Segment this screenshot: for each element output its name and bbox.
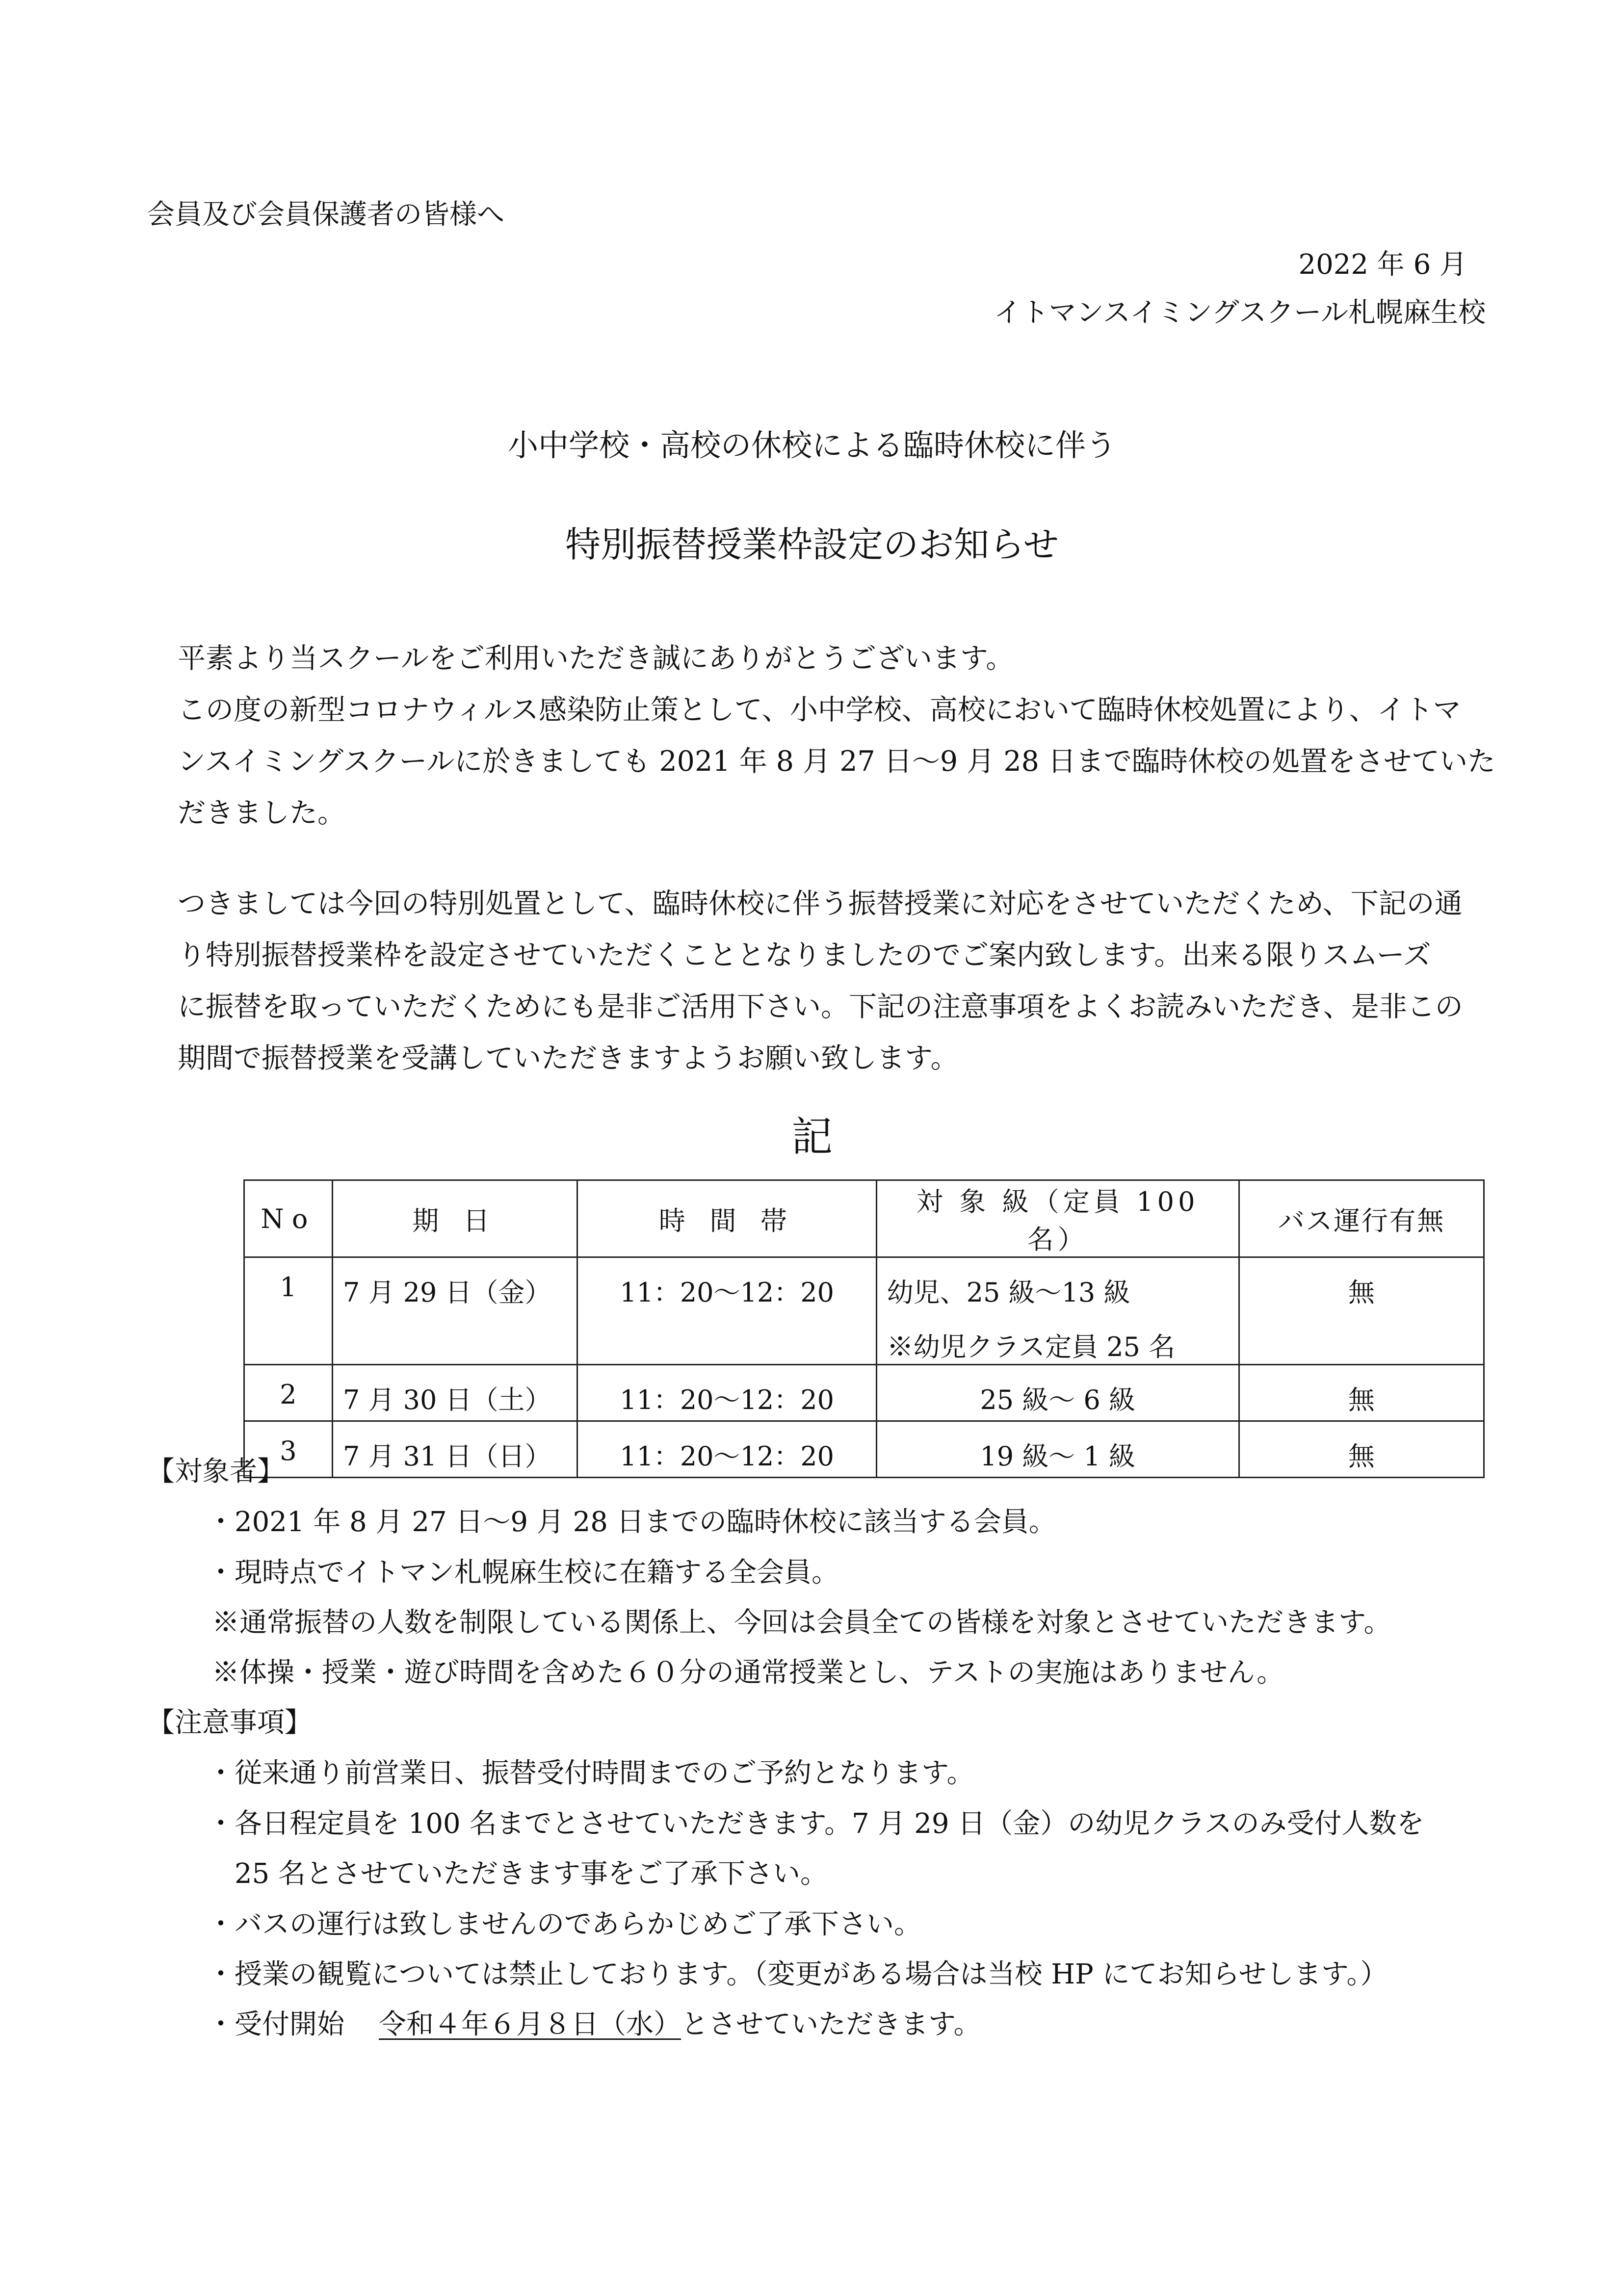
paragraph-line: ンスイミングスクールに於きましても 2021 年 8 月 27 日〜9 月 28 日まで臨時休校の処置をさせていた xyxy=(178,745,1496,778)
intro-paragraph xyxy=(178,633,1496,839)
section-heading-target: 【対象者】 xyxy=(147,1456,285,1487)
paragraph-line: 期間で振替授業を受講していただきますようお願い致します。 xyxy=(178,1042,959,1074)
cell-date: 7 月 31 日（日） xyxy=(332,1421,577,1478)
details-paragraph xyxy=(178,878,1485,1084)
cell-time: 11：20〜12：20 xyxy=(577,1421,876,1478)
paragraph-line: つきましては今回の特別処置として、臨時休校に伴う振替授業に対応をさせていただくため、下記の通 xyxy=(178,887,1463,920)
sender: イトマンスイミングスクール札幌麻生校 xyxy=(994,297,1486,329)
paragraph-line: この度の新型コロナウィルス感染防止策として、小中学校、高校において臨時休校処置により、イトマ xyxy=(178,694,1461,726)
header-time: 時 間 帯 xyxy=(577,1180,876,1257)
page-title: 特別振替授業枠設定のお知らせ xyxy=(565,524,1059,565)
table-row xyxy=(244,1365,1484,1421)
cell-date: 7 月 29 日（金） xyxy=(332,1257,577,1365)
note-item: ※通常振替の人数を制限している関係上、今回は会員全ての皆様を対象とさせていただきます。 xyxy=(212,1607,1391,1639)
list-item: ・バスの運行は致しませんのであらかじめご了承下さい。 xyxy=(207,1908,921,1940)
cell-target xyxy=(876,1257,1239,1365)
cell-no: 2 xyxy=(244,1365,333,1421)
schedule-table xyxy=(243,1179,1485,1478)
title-line-1: 小中学校・高校の休校による臨時休校に伴う xyxy=(507,427,1116,463)
list-item: ・各日程定員を 100 名までとさせていただきます。7 月 29 日（金）の幼児クラスのみ受付人数を xyxy=(207,1808,1424,1840)
header-bus: バス運行有無 xyxy=(1239,1180,1484,1257)
cell-time: 11：20〜12：20 xyxy=(577,1365,876,1421)
note-item: ※体操・授業・遊び時間を含めた６０分の通常授業とし、テストの実施はありません。 xyxy=(212,1657,1284,1689)
cell-bus: 無 xyxy=(1239,1365,1484,1421)
cell-time: 11：20〜12：20 xyxy=(577,1257,876,1365)
header-target: 対 象 級（定員 100 名） xyxy=(876,1180,1239,1257)
paragraph-line: だきました。 xyxy=(178,797,345,829)
list-item-continued: 25 名とさせていただきます事をご了承下さい。 xyxy=(235,1858,828,1890)
header-no: No xyxy=(244,1180,333,1257)
paragraph-line: に振替を取っていただくためにも是非ご活用下さい。下記の注意事項をよくお読みいただき、是非この xyxy=(178,991,1463,1023)
list-item: ・現時点でイトマン札幌麻生校に在籍する全会員。 xyxy=(207,1557,839,1589)
paragraph-line: り特別振替授業枠を設定させていただくこととなりましたのでご案内致します。出来る限りスムーズ xyxy=(178,939,1431,971)
cell-bus: 無 xyxy=(1239,1257,1484,1365)
cell-target-text: 幼児、25 級〜13 級 xyxy=(887,1277,1130,1308)
cell-no: 3 xyxy=(244,1421,333,1478)
list-item: ・2021 年 8 月 27 日〜9 月 28 日までの臨時休校に該当する会員。 xyxy=(207,1506,1056,1538)
cell-no: 1 xyxy=(244,1257,333,1365)
date: 2022 年 6 月 xyxy=(1298,249,1467,281)
cell-bus: 無 xyxy=(1239,1421,1484,1478)
start-date: 令和４年６月８日（水） xyxy=(379,2009,681,2040)
cell-target-note: ※幼児クラス定員 25 名 xyxy=(887,1331,1176,1362)
cell-target: 25 級〜 6 級 xyxy=(876,1365,1239,1421)
list-item: ・授業の観覧については禁止しております。（変更がある場合は当校 HP にてお知らせします。） xyxy=(207,1958,1388,1990)
header-date: 期 日 xyxy=(332,1180,577,1257)
ki-heading: 記 xyxy=(791,1113,833,1161)
paragraph-line: 平素より当スクールをご利用いただき誠にありがとうございます。 xyxy=(178,642,1014,675)
start-label: ・受付開始 xyxy=(207,2009,344,2040)
list-item: ・従来通り前営業日、振替受付時間までのご予約となります。 xyxy=(207,1757,974,1789)
start-suffix: とさせていただきます。 xyxy=(681,2009,981,2040)
cell-date: 7 月 30 日（土） xyxy=(332,1365,577,1421)
table-row xyxy=(244,1257,1484,1365)
recipient: 会員及び会員保護者の皆様へ xyxy=(147,199,504,231)
section-heading-notes: 【注意事項】 xyxy=(147,1707,312,1739)
table-header-row xyxy=(244,1180,1484,1257)
list-item-start-date xyxy=(207,2011,981,2038)
table-row xyxy=(244,1421,1484,1478)
cell-target: 19 級〜 1 級 xyxy=(876,1421,1239,1478)
